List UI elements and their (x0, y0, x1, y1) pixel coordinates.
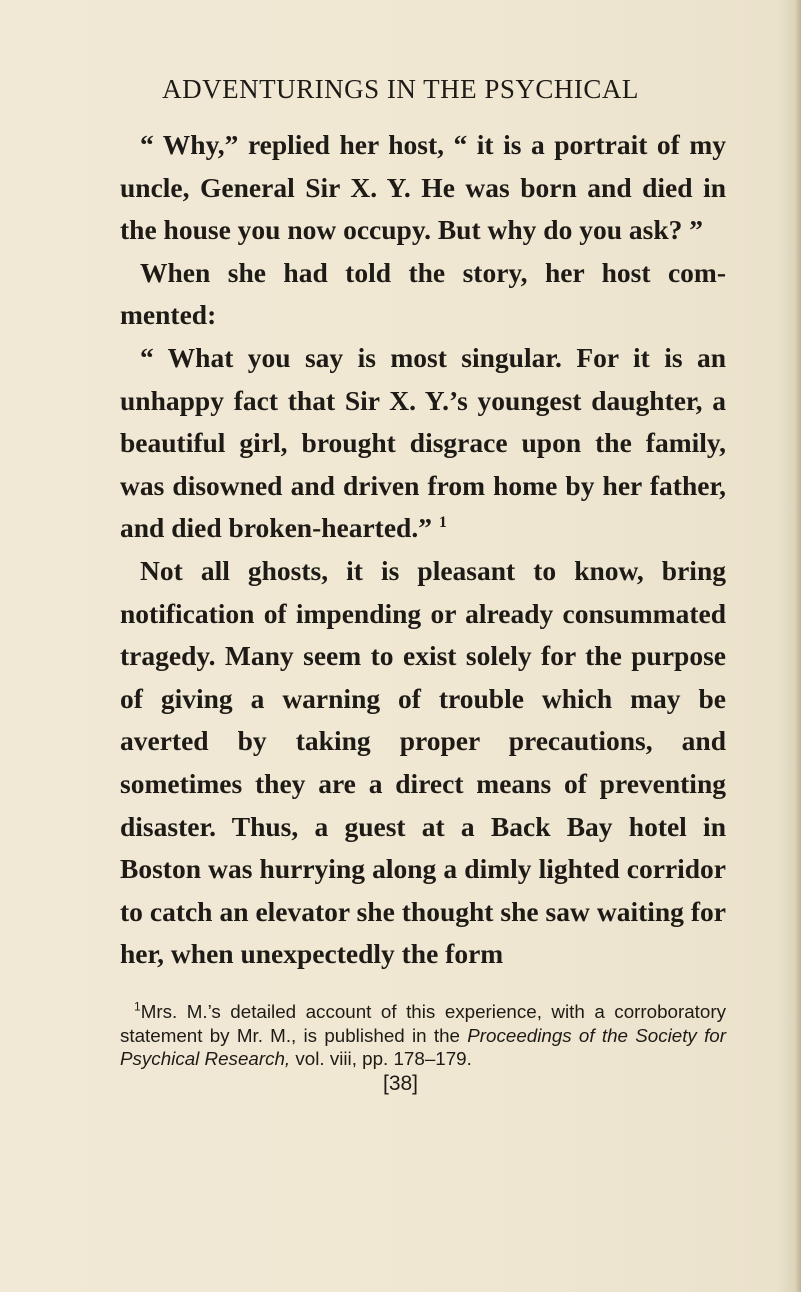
paragraph-4: Not all ghosts, it is pleasant to know, bring notification of impending or already consummated tragedy. Many seem to exist solely for the purpose of giving a warning of trouble which may be averted by taking proper precautions, and sometimes they are a direct means of preventing disaster. Thus, a guest at a Back Bay hotel in Boston was hurrying along a dimly lighted corridor to catch an elevator she thought she saw waiting for her, when unexpectedly the form (120, 554, 726, 970)
paragraph-3-text: “ What you say is most singular. For it is an unhappy fact that Sir X. Y.’s youngest daughter, a beautiful girl, brought disgrace upon the family, was disowned and driven from home by her father, and died broken-hearted.” (120, 341, 726, 544)
paragraph-3 (120, 337, 726, 550)
footnote (120, 1000, 726, 1071)
footnote-text-after: vol. viii, pp. 178–179. (290, 1048, 472, 1069)
page-number: [38] (382, 1072, 419, 1095)
footnote-reference: 1 (438, 514, 447, 532)
running-head: ADVENTURINGS IN THE PSYCHICAL (162, 74, 639, 104)
page-edge-shadow (795, 0, 801, 1292)
body-text (120, 124, 726, 976)
footnote-marker: 1 (134, 999, 141, 1014)
footnote-text-before: Mrs. M.’s detailed account of this experience, with a corroboratory statement by Mr. M., is published in the (120, 1001, 726, 1046)
footnote-text (120, 1000, 726, 1071)
paragraph-1: “ Why,” replied her host, “ it is a portrait of my uncle, General Sir X. Y. He was born and died in the house you now occupy. But why do you ask? ” (120, 129, 726, 246)
footnote-italic-title: Proceedings of the Society for Psychical Research, (120, 1024, 726, 1069)
paragraph-2: When she had told the story, her host commented: (120, 256, 726, 331)
